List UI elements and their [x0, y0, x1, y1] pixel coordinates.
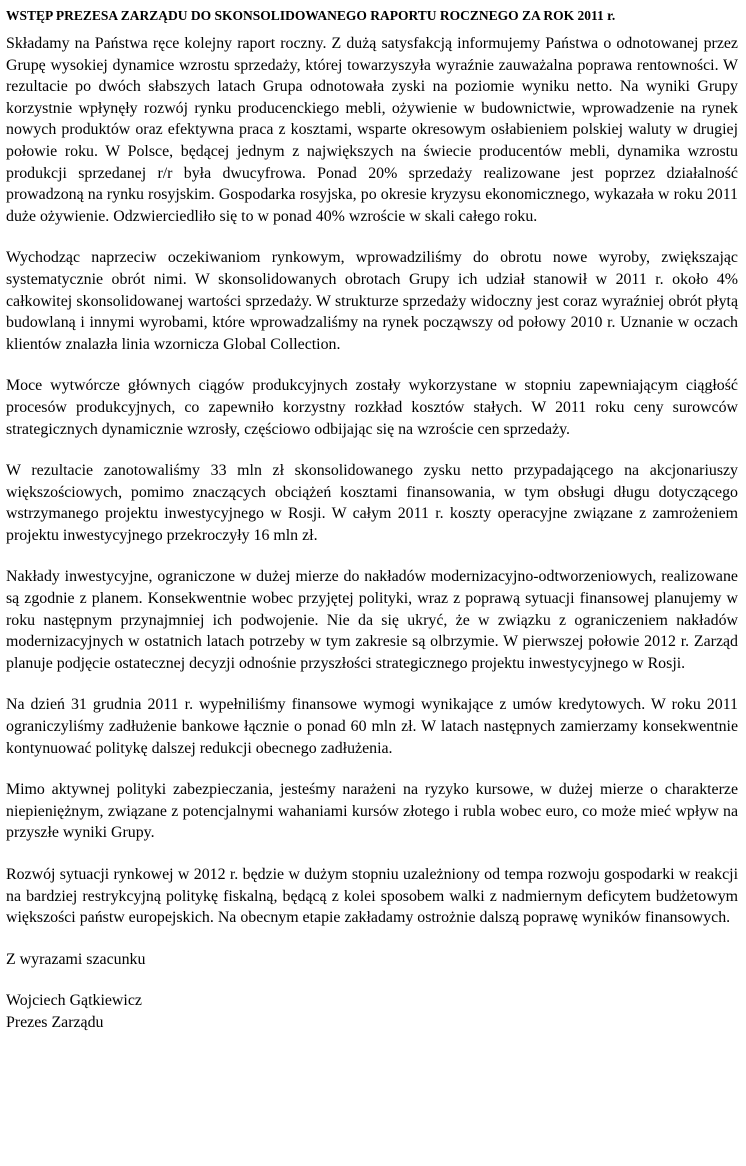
signature-name: Wojciech Gątkiewicz	[6, 992, 142, 1010]
closing-salutation: Z wyrazami szacunku	[6, 950, 146, 968]
paragraph-outlook: Rozwój sytuacji rynkowej w 2012 r. będzie w dużym stopniu uzależniony od tempa rozwoju gospodarki w reakcji na bardziej restrykcyjną politykę fiskalną, będącą z kolei sposobem walki z nadmiernym deficytem budżetowym większości państw europejskich. Na obecnym etapie zakładamy ostrożnie dalszą poprawę wyników finansowych.	[6, 866, 738, 927]
paragraph-intro: Składamy na Państwa ręce kolejny raport roczny. Z dużą satysfakcją informujemy Państwa o odnotowanej przez Grupę wysokiej dynamice wzrostu sprzedaży, której towarzyszyła wyraźnie zauważalna poprawa rentowności. W rezultacie po dwóch słabszych latach Grupa odnotowała zyski na poziomie wyniku netto. Na wyniki Grupy korzystnie wpłynęły rozwój rynku producenckiego mebli, ożywienie w budownictwie, wprowadzenie na rynek nowych produktów oraz efektywna praca z kosztami, wsparte okresowym osłabieniem polskiej waluty w drugiej połowie roku. W Polsce, będącej jednym z największych na świecie producentów mebli, dynamika wzrostu produkcji sprzedanej r/r była dwucyfrowa. Ponad 20% sprzedaży realizowane jest poprzez działalność prowadzoną na rynku rosyjskim. Gospodarka rosyjska, po okresie kryzysu ekonomicznego, wykazała w roku 2011 duże ożywienie. Odzwierciedliło się to w ponad 40% wzroście w skali całego roku.	[6, 35, 738, 225]
paragraph-debt: Na dzień 31 grudnia 2011 r. wypełniliśmy finansowe wymogi wynikające z umów kredytowych. W roku 2011 ograniczyliśmy zadłużenie bankowe łącznie o ponad 60 mln zł. W latach następnych zamierzamy konsekwentnie kontynuować politykę dalszej redukcji obecnego zadłużenia.	[6, 696, 738, 757]
signature-title: Prezes Zarządu	[6, 1013, 104, 1031]
paragraph-net-profit: W rezultacie zanotowaliśmy 33 mln zł skonsolidowanego zysku netto przypadającego na akcjonariuszy większościowych, pomimo znaczących obciążeń kosztami finansowania, w tym obsługi długu dotyczącego wstrzymanego projektu inwestycyjnego w Rosji. W całym 2011 r. koszty operacyjne związane z zamrożeniem projektu inwestycyjnego przekroczyły 16 mln zł.	[6, 462, 738, 544]
paragraph-new-products: Wychodząc naprzeciw oczekiwaniom rynkowym, wprowadziliśmy do obrotu nowe wyroby, zwiększając systematycznie obrót nimi. W skonsolidowanych obrotach Grupy ich udział stanowił w 2011 r. około 4% całkowitej skonsolidowanej wartości sprzedaży. W strukturze sprzedaży widoczny jest coraz wyraźniej obrót płytą budowlaną i innymi wyrobami, które wprowadzaliśmy na rynek począwszy od połowy 2010 r. Uznanie w oczach klientów znalazła linia wzornicza Global Collection.	[6, 249, 738, 353]
signature-block	[6, 990, 738, 1033]
document-heading: WSTĘP PREZESA ZARZĄDU DO SKONSOLIDOWANEGO RAPORTU ROCZNEGO ZA ROK 2011 r.	[6, 8, 616, 23]
paragraph-production-capacity: Moce wytwórcze głównych ciągów produkcyjnych zostały wykorzystane w stopniu zapewniającym ciągłość procesów produkcyjnych, co zapewniło korzystny rozkład kosztów stałych. W 2011 roku ceny surowców strategicznych dynamicznie wzrosły, częściowo odbijając się na wzroście cen sprzedaży.	[6, 377, 738, 438]
paragraph-investments: Nakłady inwestycyjne, ograniczone w dużej mierze do nakładów modernizacyjno-odtworzeniowych, realizowane są zgodnie z planem. Konsekwentnie wobec przyjętej polityki, wraz z poprawą sytuacji finansowej planujemy w roku następnym przynajmniej ich podwojenie. Nie da się ukryć, że w związku z ograniczeniem nakładów modernizacyjnych w ostatnich latach potrzeby w tym zakresie są olbrzymie. W pierwszej połowie 2012 r. Zarząd planuje podjęcie ostatecznej decyzji odnośnie przyszłości strategicznego projektu inwestycyjnego w Rosji.	[6, 568, 738, 672]
paragraph-currency-risk: Mimo aktywnej polityki zabezpieczania, jesteśmy narażeni na ryzyko kursowe, w dużej mierze o charakterze niepieniężnym, związane z potencjalnymi wahaniami kursów złotego i rubla wobec euro, co może mieć wpływ na przyszłe wyniki Grupy.	[6, 781, 738, 842]
